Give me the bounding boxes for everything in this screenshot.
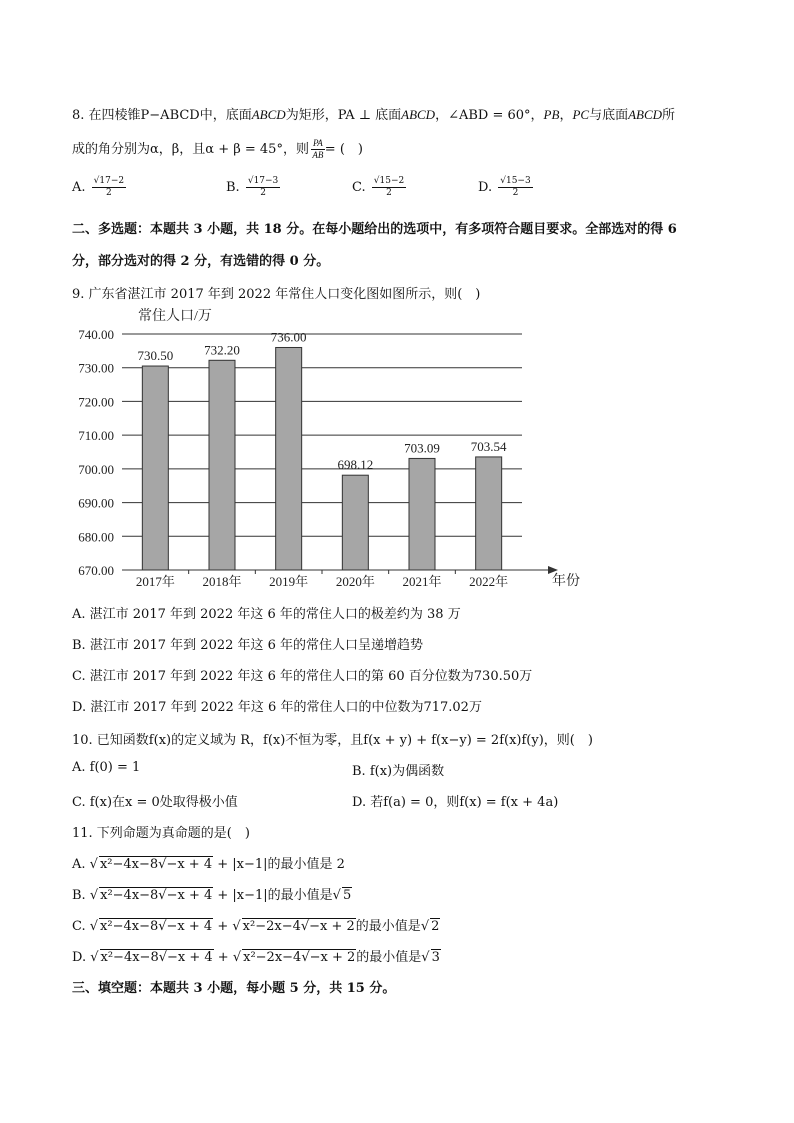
q9-option-c[interactable]: C. 湛江市 2017 年到 2022 年这 6 年的常住人口的第 60 百分位数为730.50万 — [72, 669, 533, 684]
q8-option-c[interactable]: C. $\frac{√15-2}{2}$ — [352, 176, 405, 198]
data-label: 732.20 — [204, 342, 240, 358]
q9-stem: 9. 广东省湛江市 2017 年到 2022 年常住人口变化图如图所示，则( ) — [72, 287, 481, 302]
x-tick-label: 2019年 — [269, 574, 309, 589]
q11-option-a[interactable]: A. √ x²−4x−8√−x + 4 + |x−1|的最小值是 2 — [72, 857, 345, 872]
chart-x-tick-labels — [136, 570, 508, 589]
radical-expression: x²−4x−8√−x + 4 — [100, 919, 213, 934]
x-axis-label: 年份 — [552, 574, 580, 589]
x-axis-arrow — [548, 566, 558, 574]
x-tick-label: 2017年 — [135, 574, 175, 589]
data-label: 703.54 — [470, 438, 507, 454]
section2-heading-line2: 分，部分选对的得 2 分，有选错的得 0 分。 — [72, 254, 330, 269]
x-tick-label: 2022年 — [469, 574, 509, 589]
bar — [276, 347, 302, 570]
q10-stem: 10. 已知函数f(x)的定义域为 R，f(x)不恒为零，且f(x + y) + f(x−y) = 2f(x)f(y)，则( ) — [72, 733, 593, 748]
q9-option-a[interactable]: A. 湛江市 2017 年到 2022 年这 6 年的常住人口的极差约为 38 万 — [72, 607, 461, 622]
radical-expression: x²−4x−8√−x + 4 — [100, 950, 213, 965]
q8-line1: 8. 在四棱锥P−ABCD中，底面ABCD为矩形，PA ⊥ 底面ABCD，∠ABD = 60°，PB，PC与底面ABCD所 — [72, 107, 676, 123]
y-tick-label: 710.00 — [78, 428, 114, 444]
bar — [409, 458, 435, 570]
q10-option-c[interactable]: C. f(x)在x = 0处取得极小值 — [72, 795, 238, 810]
data-label: 736.00 — [270, 329, 307, 345]
y-axis-label: 常住人口/万 — [138, 309, 212, 324]
q8-option-a[interactable]: A. $\frac{√17-2}{2}$ — [72, 176, 125, 198]
q11-option-c[interactable]: C. √ x²−4x−8√−x + 4 + √ x²−2x−4√−x + 2的最小值是√ 2 — [72, 919, 440, 934]
section2-heading-line1: 二、多选题：本题共 3 小题，共 18 分。在每小题给出的选项中，有多项符合题目要求。全部选对的得 6 — [72, 222, 677, 237]
radical-expression: x²−4x−8√−x + 4 — [99, 857, 213, 872]
data-label: 698.12 — [337, 457, 374, 473]
bar — [476, 457, 502, 570]
y-tick-label: 740.00 — [78, 327, 114, 342]
q11-option-d[interactable]: D. √ x²−4x−8√−x + 4 + √ x²−2x−4√−x + 2的最小值是√ 3 — [72, 950, 440, 965]
q11-option-b[interactable]: B. √ x²−4x−8√−x + 4 + |x−1|的最小值是√ 5 — [72, 888, 352, 903]
y-tick-label: 680.00 — [78, 529, 114, 545]
bar — [342, 475, 368, 570]
radical-expression: x²−2x−4√−x + 2 — [243, 950, 356, 965]
data-label: 703.09 — [404, 440, 440, 456]
y-tick-label: 720.00 — [78, 394, 114, 410]
chart-grid — [122, 334, 522, 536]
y-tick-label: 700.00 — [78, 461, 114, 477]
q9-option-b[interactable]: B. 湛江市 2017 年到 2022 年这 6 年的常住人口呈递增趋势 — [72, 638, 424, 653]
x-tick-label: 2021年 — [402, 574, 442, 589]
y-tick-label: 690.00 — [78, 495, 114, 511]
y-tick-label: 730.00 — [78, 360, 114, 376]
bar — [209, 360, 235, 570]
radical-expression: 5 — [342, 888, 352, 903]
q10-option-a[interactable]: A. f(0) = 1 — [72, 760, 141, 775]
q8-line2: 成的角分别为α，β，且α + β = 45°，则 $\frac{PA}{AB}$ = ( ) — [72, 138, 363, 160]
x-tick-label: 2018年 — [202, 574, 242, 589]
section3-heading: 三、填空题：本题共 3 小题，每小题 5 分，共 15 分。 — [72, 981, 396, 996]
q8-option-b[interactable]: B. $\frac{√17-3}{2}$ — [226, 176, 279, 198]
q8-option-d[interactable]: D. $\frac{√15-3}{2}$ — [478, 176, 531, 198]
radical-expression: 2 — [431, 919, 440, 934]
population-bar-chart — [60, 300, 600, 595]
radical-expression: 3 — [431, 950, 440, 965]
radical-expression: x²−2x−4√−x + 2 — [242, 919, 355, 934]
bar — [142, 366, 168, 570]
chart-y-tick-labels — [78, 327, 114, 578]
pa-ab-fraction: $\frac{PA}{AB}$ — [312, 138, 324, 160]
q9-option-d[interactable]: D. 湛江市 2017 年到 2022 年这 6 年的常住人口的中位数为717.02万 — [72, 700, 482, 715]
radical-expression: x²−4x−8√−x + 4 — [100, 888, 213, 903]
chart-data-labels — [137, 329, 507, 472]
y-tick-label: 670.00 — [78, 563, 114, 578]
q11-stem: 11. 下列命题为真命题的是( ) — [72, 826, 250, 841]
q10-option-d[interactable]: D. 若f(a) = 0，则f(x) = f(x + 4a) — [352, 795, 559, 810]
x-tick-label: 2020年 — [335, 574, 375, 589]
q10-option-b[interactable]: B. f(x)为偶函数 — [352, 764, 445, 779]
data-label: 730.50 — [137, 348, 174, 364]
